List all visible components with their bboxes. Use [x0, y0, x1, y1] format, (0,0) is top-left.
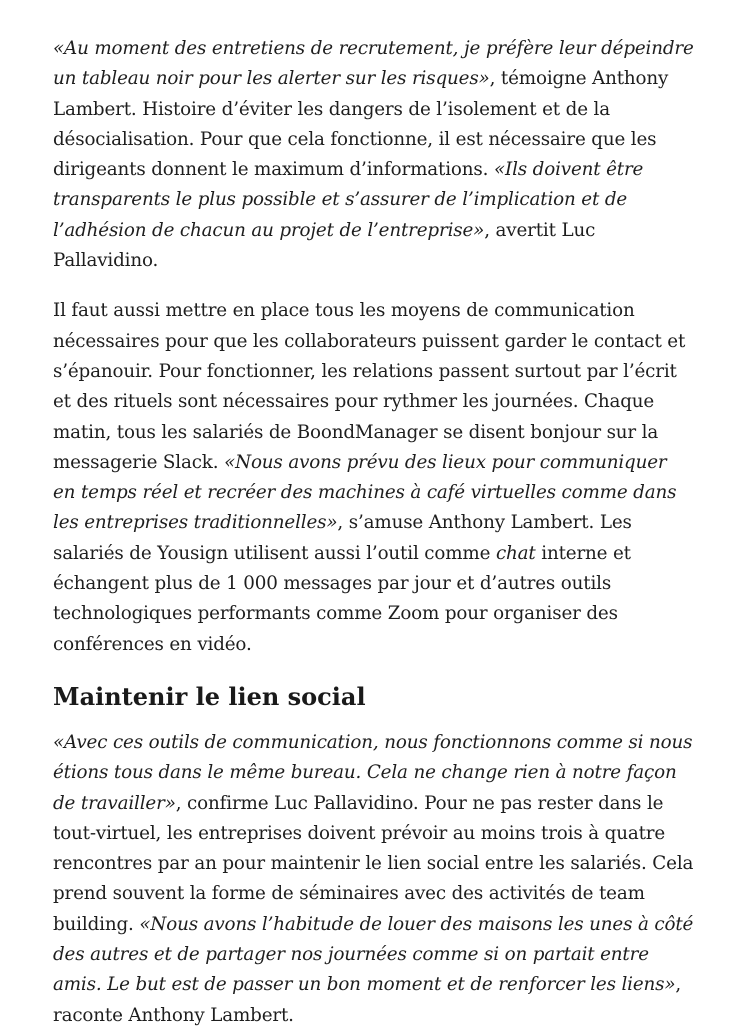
body-text: interne et échangent plus de 1 000 messages par jour et d’autres outils technologiques performants comme Zoom pour organiser des conférences en vidéo. — [53, 542, 631, 655]
body-text: , confirme Luc Pallavidino. Pour ne pas rester dans le tout-virtuel, les entreprises doivent prévoir au moins trois à quatre rencontres par an pour maintenir le lien social entre les salariés. Cela prend souvent la forme de séminaires avec des activités de team building. — [53, 792, 694, 935]
body-text: , avertit Luc Pallavidino. — [53, 219, 596, 272]
quote: «Nous avons l’habitude de louer des maisons les unes à côté des autres et de partager nos journées comme si on partait entre amis. Le but est de passer un bon moment et de renforcer les liens» — [53, 913, 694, 996]
body-text: , témoigne Anthony Lambert. Histoire d’éviter les dangers de l’isolement et de la désocialisation. Pour que cela fonctionne, il est nécessaire que les dirigeants donnent le maximum d’informations. — [53, 68, 669, 181]
body-text: , raconte Anthony Lambert. — [53, 974, 682, 1026]
quote: «Nous avons prévu des lieux pour communiquer en temps réel et recréer des machines à café virtuelles comme dans les entreprises traditionnelles» — [53, 451, 677, 534]
quote: «Au moment des entretiens de recrutement, je préfère leur dépeindre un tableau noir pour les alerter sur les risques» — [53, 38, 694, 90]
paragraph-1 — [53, 34, 694, 276]
emphasis-word: chat — [495, 542, 536, 564]
quote: «Ils doivent être transparents le plus possible et s’assurer de l’implication et de l’adhésion de chacun au projet de l’entreprise» — [53, 159, 644, 241]
section-heading: Maintenir le lien social — [53, 681, 366, 711]
quote: «Avec ces outils de communication, nous fonctionnons comme si nous étions tous dans le même bureau. Cela ne change rien à notre façon de travailler» — [53, 731, 693, 814]
paragraph-2 — [53, 296, 694, 660]
body-text: Il faut aussi mettre en place tous les moyens de communication nécessaires pour que les collaborateurs puissent garder le contact et s’épanouir. Pour fonctionner, les relations passent surtout par l’écrit et des rituels sont nécessaires pour rythmer les journées. Chaque matin, tous les salariés de BoondManager se disent bonjour sur la messagerie Slack. — [53, 300, 686, 473]
body-text: , s’amuse Anthony Lambert. Les salariés de Yousign utilisent aussi l’outil comme — [53, 512, 632, 564]
paragraph-3 — [53, 728, 694, 1031]
